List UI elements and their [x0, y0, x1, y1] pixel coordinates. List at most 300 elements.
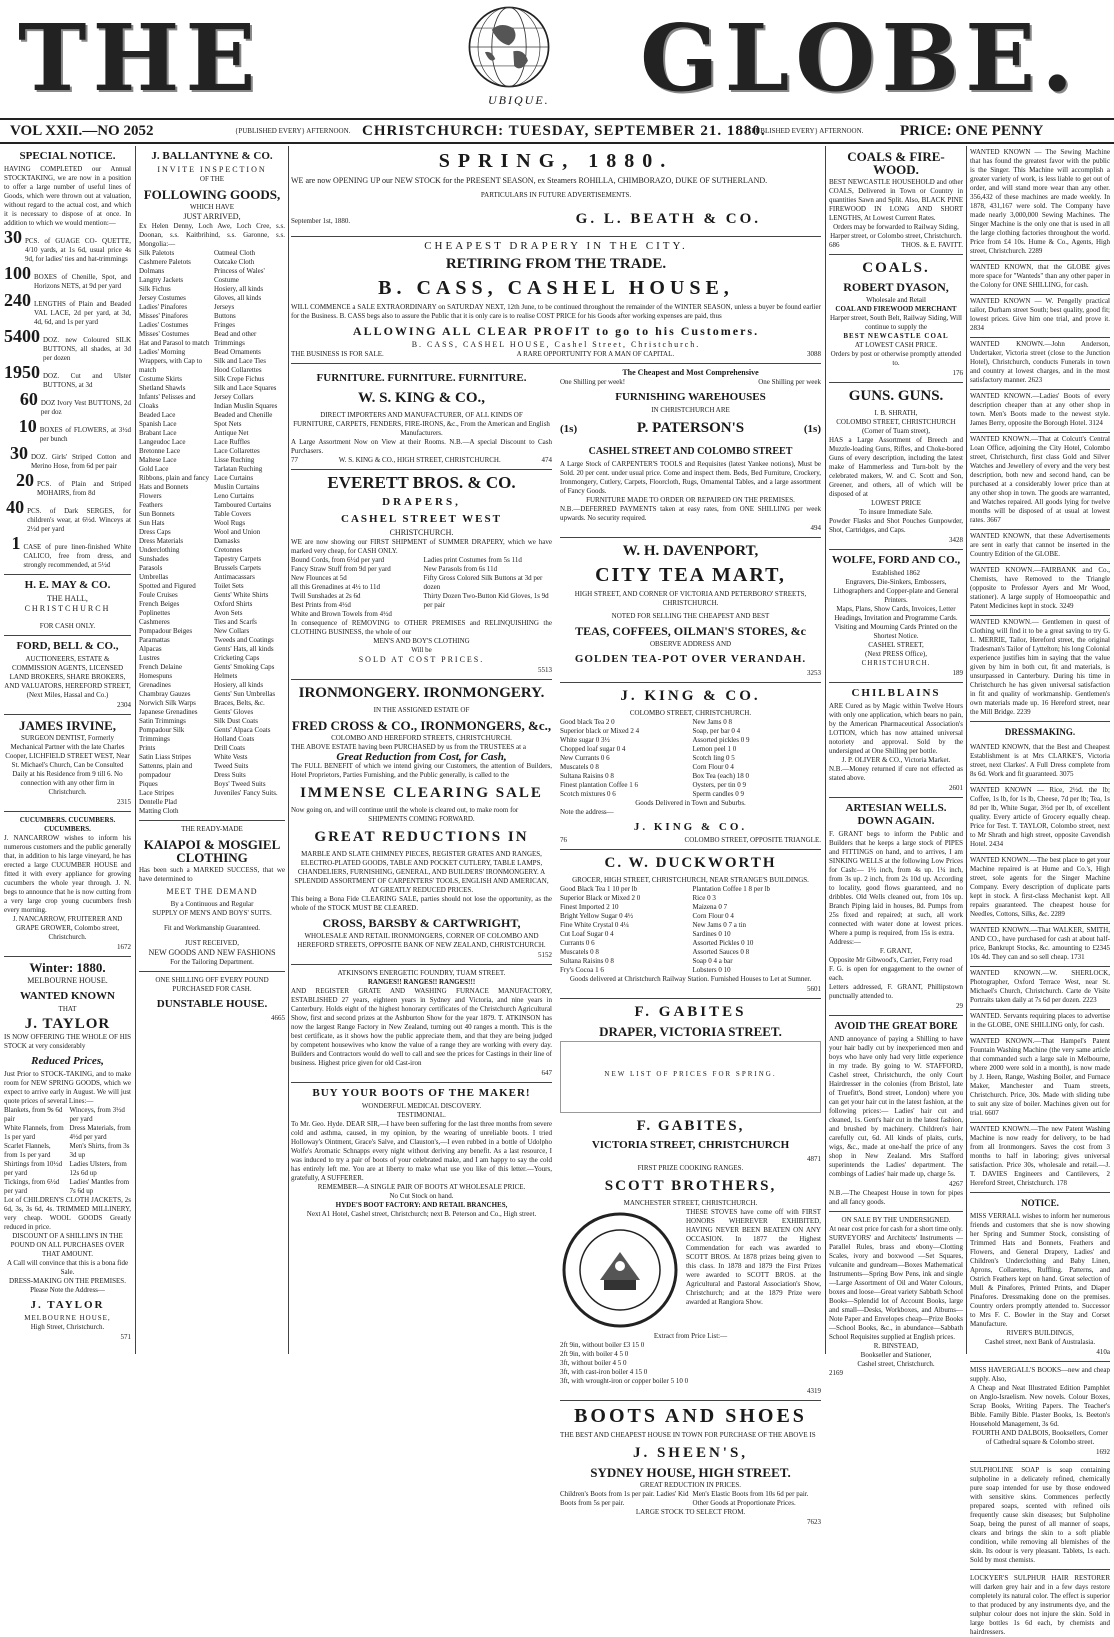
grant-open: F. G. is open for engagement to the owner of each.: [829, 965, 963, 982]
goods-item: Satin Trimmings: [139, 717, 186, 725]
divider: [4, 811, 131, 812]
ad-lead-number: 76: [560, 836, 567, 844]
item-quantity: 10: [18, 416, 37, 436]
item-quantity: 60: [19, 389, 38, 409]
paterson-row: [560, 415, 821, 441]
that: THAT: [58, 1005, 77, 1013]
price-item: Finest plantation Coffee 1 6: [560, 781, 639, 789]
price-item: White sugar 0 3½: [560, 736, 610, 744]
j-king-delivered: Goods Delivered in Town and Suburbs.: [635, 799, 746, 807]
price-item: Lemon peel 1 0: [692, 745, 737, 753]
city-tea-mart: CITY TEA MART,: [595, 564, 786, 586]
everett-item: New Parasols from 6s 11d: [423, 565, 498, 573]
goods-item: Sattenns, plain and pompadour: [139, 762, 193, 779]
coal-merchant: COAL AND FIREWOOD MERCHANT: [835, 305, 957, 313]
divider: [829, 1015, 963, 1016]
goods-item: Dress Materials: [139, 537, 184, 545]
discount: DISCOUNT OF A SHILLIN'S IN THE POUND ON ALL PURCHASES OVER THAT AMOUNT.: [10, 1232, 125, 1258]
scott-address: MANCHESTER STREET, CHRISTCHURCH.: [623, 1199, 758, 1207]
price-item: Good black Tea 2 0: [560, 718, 615, 726]
item-quantity: 100: [4, 263, 31, 283]
irvine-body: SURGEON DENTIST, Formerly Mechanical Partner with the late Charles Cooper, LICHFIELD STREET WEST, Near St. Michael's Church, Can be Consulted Daily at his Residence from 9 till 6. No connection with any other firm in Christchurch.: [5, 734, 130, 796]
goods-item: Bead and other Trimmings: [214, 330, 257, 347]
mens-clothing: MEN'S AND BOY'S CLOTHING: [373, 637, 470, 645]
may-sub: THE HALL,: [47, 594, 88, 603]
price-item: Muscatels 0 8: [560, 763, 599, 771]
item-description: CASE of pure linen-finished White CALICO, free from dress, and strongly recommended, at 5½d: [23, 543, 131, 569]
testimonial: TESTIMONIAL.: [397, 1111, 446, 1119]
goods-item: Wool and Union Damasks: [214, 528, 261, 545]
business-for-sale: THE BUSINESS IS FOR SALE.: [291, 350, 384, 358]
cucumber-heading: CUCUMBERS. CUCUMBERS. CUCUMBERS.: [19, 816, 116, 833]
item-quantity: 5400: [4, 326, 40, 346]
just-arrived: JUST ARRIVED,: [183, 212, 241, 221]
dyason-address: Harper street, South Belt, Railway Siding, Will continue to supply the: [830, 314, 962, 331]
sydney-house: SYDNEY HOUSE, HIGH STREET.: [590, 1465, 791, 1480]
j-king-prices-left: [560, 718, 689, 799]
wanted-5: [970, 390, 1110, 433]
goods-item: French Delaine: [139, 663, 182, 671]
duckworth-delivered: Goods delivered at Christchurch Railway Station. Furnished Houses to Let at Sumner.: [569, 975, 812, 983]
favitt: THOS. & E. FAVITT.: [901, 241, 963, 249]
price-item: 3ft, without boiler 4 5 0: [560, 1359, 627, 1367]
divider: [291, 363, 821, 364]
duckworth-prices: [560, 885, 821, 975]
goods-item: Beaded and Chenille Spot Nets: [214, 411, 273, 428]
fred-address: COLOMBO AND HEREFORD STREETS, CHRISTCHURCH.: [331, 734, 512, 742]
special-notice-item: [4, 264, 131, 291]
ad-lead-number: 686: [829, 241, 840, 249]
cheapest-drapery: CHEAPEST DRAPERY IN THE CITY.: [424, 240, 688, 252]
goods-item: Parasols: [139, 564, 163, 572]
j-king-address: COLOMBO STREET, CHRISTCHURCH.: [629, 709, 752, 717]
wanted-2: WANTED KNOWN, that the GLOBE gives more space for "Wanteds" than any other paper in the Colony for ONE SHILLING, for cash.: [970, 261, 1110, 295]
christchurch: CHRISTCHURCH.: [861, 659, 931, 667]
special-notice-item: [4, 390, 131, 417]
new-goods: NEW GOODS AND NEW FASHIONS: [148, 948, 276, 957]
everett-item: White and Brown Towels from 4½d: [291, 610, 392, 618]
shrath-body: HAS a Large Assortment of Breech and Muzzle-loading Guns, Rifles, and Choke-bored Guns of every description, including the latest make of Hammerless and Turn-bolt by the celebrated makers, W. and C. Scott and Son, Greener, and others, all of which will be disposed of at: [829, 436, 963, 498]
goods-item: Beaded Lace: [139, 411, 176, 419]
teas-coffees: TEAS, COFFEES, OILMAN'S STORES, &c: [575, 624, 806, 638]
ad-number: 3667: [986, 516, 1001, 524]
price-item: Tickings, from 6½d per yard: [4, 1178, 60, 1195]
ironmongery-heading: IRONMONGERY. IRONMONGERY.: [298, 685, 545, 701]
association-seal-icon: [560, 1210, 680, 1330]
rivers-buildings: RIVER'S BUILDINGS,: [1006, 1329, 1074, 1337]
shilling-row: [560, 378, 821, 387]
everett-item: Fifty Gross Colored Silk Buttons at 3d per dozen: [423, 574, 543, 591]
goods-item: Lisse Ruching: [214, 456, 255, 464]
price-item: Sperm candles 0 9: [692, 790, 745, 798]
j-king: J. KING & CO.: [620, 688, 761, 704]
goods-item: Indian Muslin Squares: [214, 402, 278, 410]
gabites-price-list: NEW LIST OF PRICES FOR SPRING.: [560, 1041, 821, 1113]
gabites: F. GABITES: [634, 1004, 747, 1020]
goods-item: Homespuns: [139, 672, 173, 680]
may-city: CHRISTCHURCH: [24, 604, 111, 613]
particulars: PARTICULARS IN FUTURE ADVERTISEMENTS.: [480, 191, 632, 199]
special-notice-item: [4, 327, 131, 363]
ad-number: 410a: [1096, 1348, 1110, 1356]
reduced-prices: Reduced Prices,: [31, 1055, 104, 1067]
sheen-body: THE BEST AND CHEAPEST HOUSE IN TOWN FOR PURCHASE OF THE ABOVE IS: [560, 1431, 816, 1439]
scott-body: THESE STOVES have come off with FIRST HONORS WHEREVER EXHIBITED, HAVING NEVER BEEN BEATEN ON ANY OCCASION. In 1877 the Highest Commendation for each was awarded to SCOTT BROS. At 1878 prizes being given to this class. In 1878 and 1879 the First Prizes were awarded to SCOTT BROS. at the Agricultural and Pastoral Association's Show, Christchurch; and at the 1879 Prize were awarded at Rangiora Show.: [686, 1208, 821, 1306]
price-item: Soap 0 4 a bar: [692, 957, 733, 965]
binstead-sub: Bookseller and Stationer,: [860, 1351, 932, 1359]
taylor-price-list: [4, 1106, 131, 1196]
goods-item: Chambray Gauzes: [139, 690, 191, 698]
item-description: PCS. of Plain and Striped MOHAIRS, from 8d: [36, 480, 131, 497]
wanted-7: WANTED KNOWN, that these Advertisements are sent in early that cannot be inserted in the Country Edition of the GLOBE.: [970, 530, 1110, 564]
goods-item: Princess of Wales' Costume: [214, 267, 265, 284]
allowing: ALLOWING ALL CLEAR PROFIT to go to his Customers.: [352, 324, 760, 338]
goods-item: Silk Fichus: [139, 285, 171, 293]
hyde-factory: HYDE'S BOOT FACTORY: AND RETAIL BRANCHES,: [335, 1201, 508, 1209]
goods-item: Tarlatan Ruching: [214, 465, 263, 473]
which-have: WHICH HAVE: [189, 203, 234, 211]
goods-item: French Beiges: [139, 600, 180, 608]
goods-item: Avon Sets: [214, 609, 243, 617]
goods-item: Tweeds and Coatings: [214, 636, 274, 644]
goods-item: Hats and Bonnets: [139, 483, 189, 491]
ad-number: 2315: [117, 798, 131, 806]
taylor-signature: J. TAYLOR: [30, 1299, 105, 1311]
ad-number: 178: [1056, 1179, 1067, 1187]
goods-item: Tweed Suits: [214, 762, 249, 770]
cross-barsby: CROSS, BARSBY & CARTWRIGHT,: [322, 916, 521, 930]
everett-item: Fancy Straw Stuff from 9d per yard: [291, 565, 391, 573]
lowest-price: LOWEST PRICE: [871, 499, 921, 507]
item-description: BOXES of FLOWERS, at 3½d per bunch: [39, 426, 131, 443]
avoid-body: AND annoyance of paying a Shilling to have your hair badly cut by inexperienced men and boys who have only had very little experience in my trade. By going to W. STAFFORD, Cashel street, Christchurch, the only Court Hairdresser in the colonies (from Bristol, late of Truefitt's, Bond street, London) where you can get your hair cut in the latest fashion, at the following prices:— Ladies' hair cut and cleaned, 1s. Gent's hair cut in the latest fashion, and brushed by machinery. Children's hair carefully cut, 6d. All kinds of plaits, curls, wigs, &c., made at one-half the price of any shop in New Zealand. Mrs Stafford superintends the Ladies' department. The combings of Ladies' hair made up, charge 5s.: [829, 1035, 963, 1178]
goods-item: Langeudoc Lace: [139, 438, 186, 446]
note-address: Please Note the Address—: [30, 1286, 105, 1294]
noted: NOTED FOR SELLING THE CHEAPEST AND BEST: [611, 612, 770, 620]
miss-verrall: MISS VERRALL wishes to inform her numerous friends and customers that she is now showing her Spring and Summer Stock, consisting of Trimmed Hats and Bonnets, Feathers and Flowers, and General Drapery, Ladies' and Children's Underclothing and Baby Linen, Aprons, Collarettes, Ruffling. Patterns, and Ostrich Feathers kept on hand. Great selection of Mull & Pinafores, Printed Prints, and Diaper Pinafores. Dressmaking done on the premises. Country orders promptly attended to. Successor to Mrs F. C. Bowler in the Stay and Corset Manufacture.: [970, 1212, 1110, 1328]
coal-body: BEST NEWCASTLE HOUSEHOLD and other COALS, Delivered in Town or Country in quantities Sawn and Split. Also, BLACK PINE FIREWOOD IN LONG AND SHORT LENGTHS, At Lowest Current Rates.: [829, 178, 963, 222]
goods-item: Jerseys: [214, 303, 235, 311]
powder: Powder Flasks and Shot Pouches Gunpowder, Shot, Cartridges, and Caps.: [829, 517, 963, 534]
price-item: Scotch mixtures 0 6: [560, 790, 616, 798]
goods-item: Dress Caps: [139, 528, 171, 536]
ad-lead-number: 77: [291, 456, 298, 464]
taylor-address: MELBOURNE HOUSE,: [24, 1314, 111, 1322]
everett-body: WE are now showing our FIRST SHIPMENT of SUMMER DRAPERY, which we have marked very cheap, for CASH ONLY.: [291, 538, 552, 555]
duckworth-prices-left: [560, 885, 689, 975]
sheen-prices-left: Children's Boots from 1s per pair. Ladies' Kid Boots from 5s per pair.: [560, 1490, 689, 1507]
taylor-tail: Lot of CHILDREN'S CLOTH JACKETS, 2s 6d, 3s, 3s 6d, 4s. TRIMMED MILLINERY, very cheap. WOOL GOODS Greatly reduced in price.: [4, 1196, 131, 1231]
goods-item: Japanese Grenadines: [139, 708, 198, 716]
divider: [291, 469, 552, 470]
ad-number: 494: [810, 524, 821, 532]
ad-number: 6607: [984, 1109, 999, 1117]
ad-number: 2834: [970, 324, 984, 332]
column-rule: [966, 146, 967, 1354]
wanted-9: [970, 616, 1110, 722]
christchurch: CHRISTCHURCH.: [389, 528, 454, 537]
divider: [4, 714, 131, 715]
goods-item: Buttons: [214, 312, 236, 320]
lowest-cash: AT LOWEST CASH PRICE.: [854, 341, 938, 349]
divider: [560, 998, 821, 999]
j-king-prices-right: [693, 718, 822, 799]
first-prize: FIRST PRIZE COOKING RANGES.: [637, 1164, 744, 1172]
ad-number: 2289: [1050, 910, 1065, 918]
divider: [4, 574, 131, 575]
to-insure: To insure Immediate Sale.: [859, 508, 933, 516]
goods-item: Gold Lace: [139, 465, 169, 473]
goods-item: Matting Cloth: [139, 807, 179, 815]
goods-item: Infants' Pelisses and Cloaks: [139, 393, 196, 410]
visiting: Visiting and Mourning Cards Printed on the Shortest Notice.: [834, 623, 958, 640]
goods-item: Hosiery, all kinds: [214, 681, 264, 689]
two-column-section: [291, 368, 821, 1527]
goods-item: Gents' White Shirts: [214, 591, 269, 599]
near-cost: At near cost price for cash for a short time only.: [829, 1225, 963, 1233]
goods-item: Langtry Jackets: [139, 276, 184, 284]
ad-number: 647: [541, 1069, 552, 1077]
may-cash: FOR CASH ONLY.: [39, 622, 96, 630]
divider: [4, 956, 131, 957]
ad-number: 5513: [538, 666, 552, 674]
grant-address: Opposite Mr Gibwood's, Carrier, Ferry road: [829, 956, 953, 964]
scott-brothers: SCOTT BROTHERS,: [604, 1178, 777, 1194]
goods-item: Tapestry Carpets: [214, 555, 262, 563]
dyason-orders: Orders by post or otherwise promptly attended to.: [830, 350, 962, 367]
next-press: (Next PRESS Office),: [865, 650, 927, 658]
goods-item: Cricketing Caps: [214, 654, 260, 662]
price-item: Box Tea (each) 18 0: [692, 772, 750, 780]
divider: [829, 1211, 963, 1212]
taylor-body-2: Just Prior to STOCK-TAKING, and to make room for NEW SPRING GOODS, which we expect to arrive early in August. We will just quote prices of several Lines:—: [4, 1070, 131, 1105]
goods-item: New Collars: [214, 627, 250, 635]
wanted-17-text: WANTED KNOWN.—The new Patent Washing Machine is now ready for delivery, to be had from all Ironmongers. Saves the cost from 3 months to half in laboring; gives universal satisfaction. Price 30s, wholesale and retail.—J. T. DAVIES Engineers and Cantilevers, 2 Hereford Street, Christchurch.: [970, 1125, 1110, 1187]
price-item: 3ft, with wrought-iron or copper boiler 5 10 0: [560, 1377, 689, 1385]
ad-number: 2434: [989, 840, 1004, 848]
made-to-order: FURNITURE MADE TO ORDER OR REPAIRED ON THE PREMISES.: [586, 496, 795, 504]
king-footer: [291, 456, 552, 465]
price-item: Assorted Pickles 0 10: [692, 939, 754, 947]
column-4: [829, 146, 963, 1377]
wanted-9-text: WANTED KNOWN.— Gentlemen in quest of Clothing will find it to be a great saving to try G. L. MERRIE, Tailor, Hereford street, the original Tradesman's Tailor of Lyttelton; his long Colonial experience justifies him in saying that the value given by him in both cut, fit and materials, is unsurpassed in Canterbury. During his time in Christchurch he has given universal satisfaction in fit and quality of workmanship. Gentlemen's own materials made up. 16 Hereford street, near the Mill Bridge.: [970, 618, 1110, 716]
winter-heading: Winter: 1880.: [29, 960, 106, 975]
dressmaking: DRESS-MAKING ON THE PREMISES.: [9, 1277, 126, 1285]
goods-item: Hood Collarettes: [214, 366, 262, 374]
goods-item: Pompadour Silk Trimmings: [139, 726, 185, 743]
sheen-prices-right: Men's Elastic Boots from 10s 6d per pair. Other Goods at Proportionate Prices.: [692, 1490, 809, 1507]
goods-item: Oxford Shirts: [214, 600, 253, 608]
item-description: DOZ. Girls' Striped Cotton and Merino Hose, from 6d per pair: [30, 453, 131, 470]
price-item: Corn Flour 0 4: [692, 763, 734, 771]
goods-item: Silk Crepe Fichus: [214, 375, 265, 383]
chilblains: CHILBLAINS: [851, 687, 941, 699]
atkinson: ATKINSON'S ENERGETIC FOUNDRY, TUAM STREET.: [337, 969, 506, 977]
goods-item: Gents' Sun Umbrellas: [214, 690, 276, 698]
wanted-10-text: WANTED KNOWN, that the Best and Cheapest Establishment is at Mrs CLARKE'S, Victoria street, next Clarkes'. A Full Dress complete from 8s 6d. Work and fit guaranteed.: [970, 743, 1110, 778]
wanted-11: [970, 784, 1110, 854]
goods-item: Antimacassars: [214, 573, 255, 581]
goods-item: Oatmeal Cloth: [214, 249, 256, 257]
goods-item: Underclothing: [139, 546, 180, 554]
grant-letters: Letters addressed, F. GRANT, Phillipstown punctually attended to.: [829, 983, 963, 1000]
address-label: Address:—: [829, 938, 861, 946]
havergall-body: A Cheap and Neat Illustrated Edition Pamphlet on Anglo-Israelism. New novels. Colour Boxes, Scrap Books, Writing Papers. The Teacher's Bible. Family Bible. Plaster Books, 1s. Beeton's Household Management, 3s 6d.: [970, 1384, 1110, 1428]
on-sale: ON SALE BY THE UNDERSIGNED.: [841, 1216, 951, 1224]
dressmaking-heading: DRESSMAKING.: [1004, 727, 1076, 737]
ad-number: 2289: [1028, 247, 1043, 255]
goods-item: Dentelle Plad: [139, 798, 177, 806]
goods-item: Jersey Costumes: [139, 294, 186, 302]
irvine-name: JAMES IRVINE,: [18, 718, 117, 733]
drapers: DRAPERS,: [382, 496, 461, 508]
wanted-known: WANTED KNOWN: [19, 990, 116, 1002]
goods-item: Bead Ornaments: [214, 348, 261, 356]
coal-orders: Orders may be forwarded to Railway Siding, Harper street, or Colombo street, Christchurch.: [830, 223, 962, 240]
goods-item: Lace Collarettes: [214, 447, 260, 455]
price-item: Soap, per bar 0 4: [692, 727, 741, 735]
everett-name: EVERETT BROS. & CO.: [327, 473, 516, 492]
wanted-16: [970, 1035, 1110, 1123]
goods-item: Prints: [139, 744, 156, 752]
golden-teapot: GOLDEN TEA-POT OVER VERANDAH.: [574, 653, 807, 665]
ford-name: FORD, BELL & CO.,: [16, 640, 119, 652]
cass-signature: B. CASS, CASHEL HOUSE, Cashel Street, Christchurch.: [411, 340, 701, 349]
paterson-address: CASHEL STREET AND COLOMBO STREET: [588, 446, 793, 457]
wanted-1-text: WANTED KNOWN — The Sewing Machine that has found the greatest favor with the public is the Singer. This Machine will accomplish a greater variety of work, is less liable to get out of order, and will stand more wear than any other. 356,432 of these machines are made weekly. In 1878, 431,167 were sold. The Company have made nearly 3,000,000 Sewing Machines. The Singer Machine is the only one that is used in all the large clothing factories throughout the world. Price from £4 10s. Hume & Co., Agents, High street, Christchurch.: [970, 148, 1110, 255]
item-description: PCS. of Dark SERGES, for children's wear, at 6½d. Winceys at 2½d per yard: [27, 507, 131, 533]
bona-fide: This being a Bona Fide CLEARING SALE, parties should not lose the opportunity, as the whole of the STOCK MUST BE CLEARED.: [291, 895, 552, 912]
meet-demand: MEET THE DEMAND: [166, 887, 258, 896]
paterson-name: P. PATERSON'S: [636, 420, 745, 436]
wanted-13-text: WANTED KNOWN.—That WALKER, SMITH, AND CO., have purchased for cash at about half-price, Bankrupt Stocks, &c. amounting to £2345 10s 4d. They can and so sell cheap.: [970, 926, 1110, 961]
price-item: Fine White Crystal 0 4¼: [560, 921, 629, 929]
king-body: A Large Assortment Now on View at their Rooms. N.B.—A special Discount to Cash Purchasers.: [291, 438, 552, 455]
j-king-note: Note the address—: [560, 808, 614, 816]
price-item: Sardines 0 10: [692, 930, 731, 938]
masthead-title-left: THE: [18, 4, 262, 112]
goods-item: Feathers: [139, 501, 163, 509]
everett-list-left: [291, 556, 420, 619]
volume-number: VOL XXII.—NO 2052: [10, 122, 154, 139]
gabites-2: F. GABITES,: [636, 1118, 745, 1134]
rare-opportunity: A RARE OPPORTUNITY FOR A MAN OF CAPITAL.: [516, 350, 675, 358]
column-3-left: [291, 368, 552, 1527]
hyde-letter: To Mr. Geo. Hyde. DEAR SIR,—I have been suffering for the last three months from severe cold and asthma, caused, in my opinion, by the wearing of unreliable boots. I tried Holloway's Ointment, Grace's Salve, and Clauston's,—I even rubbed in a bottle of Udolpho Wolfe's Aromatic Schnapps every night without deriving any benefit. As a last resource, I was induced to try a pair of boots of your celebrated make, and I am happy to say the cold has entirely left me. You are at liberty to make what use you like of this letter.—Yours, gratefully, A SUFFERER.: [291, 1120, 552, 1182]
special-notice-item: [4, 363, 131, 390]
beath-signature-row: [291, 206, 821, 232]
special-notice-list: [4, 228, 131, 570]
goods-item: Cashmeres: [139, 618, 170, 626]
goods-item: Silk and Lace Squares: [214, 384, 277, 392]
everett-item: all this Grenadines at 4½ to 11d: [291, 583, 380, 591]
goods-item: Dolmans: [139, 267, 165, 275]
deferred: N.B.—DEFERRED PAYMENTS taken at easy rates, from ONE SHILLING per week upwards. No security required.: [560, 505, 821, 522]
item-quantity: 30: [4, 227, 22, 247]
coals-firewood: COALS & FIRE-WOOD.: [847, 149, 945, 177]
divider: [829, 797, 963, 798]
goods-item: Shetland Shawls: [139, 384, 186, 392]
divider: [829, 682, 963, 683]
following-goods: FOLLOWING GOODS,: [143, 187, 281, 202]
everett-item: Bound Cords, from 6½d per yard: [291, 556, 385, 564]
ad-number: 2601: [949, 784, 963, 792]
item-description: PCS. of GUAGE CO- QUETTE, 4/10 yards, at 1s 6d, usual price 4s 9d, for ladies' ties and hat-trimmings: [25, 237, 131, 263]
wanted-12: [970, 854, 1110, 924]
supply: SUPPLY OF MEN'S AND BOYS' SUITS.: [152, 909, 272, 917]
king-goods: FURNITURE, CARPETS, FENDERS, FIRE-IRONS, &c., From the American and English Manufacturers.: [293, 420, 550, 437]
everett-item: Twill Sunshades at 2s 6d: [291, 592, 361, 600]
shilling-off: ONE SHILLING OFF EVERY POUND PURCHASED FOR CASH.: [155, 976, 269, 993]
column-rule: [135, 146, 136, 1354]
ad-number: 4871: [807, 1155, 821, 1163]
j-king-prices: [560, 718, 821, 799]
goods-item: Gloves, all kinds: [214, 294, 262, 302]
furnishing-warehouses: FURNISHING WAREHOUSES: [615, 391, 766, 403]
price-item: 2ft 9in, without boiler £3 15 0: [560, 1341, 645, 1349]
assigned-estate: IN THE ASSIGNED ESTATE OF: [373, 706, 470, 714]
great-reductions: GREAT REDUCTIONS IN: [314, 829, 529, 845]
divider: [560, 849, 821, 850]
scott-prices: [560, 1341, 821, 1386]
column-rule: [825, 146, 826, 1354]
dyason: ROBERT DYASON,: [843, 280, 949, 294]
spring-heading: SPRING, 1880.: [438, 150, 674, 172]
goods-item: Lace Curtains: [214, 474, 254, 482]
goods-item: Dress Suits: [214, 771, 246, 779]
price-item: Muscatels 0 8: [560, 948, 599, 956]
cucumber-body: J. NANCARROW wishes to inform his numerous customers and the public generally that, in addition to his large vineyard, he has erected a large CUCUMBER HOUSE and fitted it with every appliance for growing cucumbers the whole year through. J. N. begs to announce that he is now cutting from a very large crop young cucumbers fresh every morning.: [4, 834, 131, 914]
price-list-right: [70, 1106, 132, 1196]
goods-item: Helmets: [214, 672, 238, 680]
goods-item: Ladies' Morning Wrappers, with Cap to match: [139, 348, 203, 374]
ad-number: 2304: [117, 701, 131, 709]
goods-item: Boys' Tweed Suits: [214, 780, 266, 788]
price-item: Superior Black or Mixed 2 0: [560, 894, 641, 902]
continuous: By a Continuous and Regular: [170, 900, 254, 908]
special-notice-item: [4, 417, 131, 444]
wanted-3: [970, 295, 1110, 338]
shrath: I. B. SHRATH,: [874, 409, 918, 417]
favitt-row: [829, 241, 963, 250]
price-item: Fry's Cocoa 1 6: [560, 966, 604, 974]
cashel-street: CASHEL STREET,: [868, 641, 924, 649]
ad-number: 2223: [1082, 996, 1097, 1004]
ships: Ex Helen Denny, Loch Awe, Loch Cree, s.s. Doonan, s.s. Kaitbrihind, s.s. Garonne, s.s. Mongolia:—: [139, 222, 285, 248]
ford-body: AUCTIONEERS, ESTATE & COMMISSION AGENTS, LICENSED LAND BROKERS, SHARE BROKERS, AND VALUATORS, HEREFORD STREET, (Next Miles, Hassal and Co.): [4, 655, 131, 699]
j-king-footer: [560, 836, 821, 845]
price-item: Men's Shirts, from 3s 3d up: [69, 1142, 130, 1159]
goods-item: Lace Ruffles: [214, 438, 250, 446]
cross-body: WHOLESALE AND RETAIL IRONMONGERS, CORNER OF COLOMBO AND HEREFORD STREETS, OPPOSITE BANK OF NEW ZEALAND, CHRISTCHURCH.: [297, 932, 546, 949]
ad-number: 571: [120, 1333, 131, 1341]
special-notice-item: [4, 228, 131, 264]
ad-number: 2239: [1016, 708, 1031, 716]
ad-number: 29: [956, 1002, 963, 1010]
price-item: Dress Materials, from 4½d per yard: [69, 1124, 131, 1141]
published-note-left: {PUBLISHED EVERY} AFTERNOON.: [235, 126, 351, 135]
ad-number: 1672: [117, 943, 131, 951]
will-be: Will be: [411, 646, 432, 654]
column-5: [970, 146, 1110, 1636]
column-rule: [288, 146, 289, 1354]
special-notice-item: [4, 291, 131, 327]
divider: [829, 254, 963, 255]
column-1: [4, 146, 131, 1354]
avoid-bore: AVOID THE GREAT BORE: [834, 1021, 958, 1032]
goods-item: Alpacas: [139, 645, 162, 653]
artesian: ARTESIAN WELLS. DOWN AGAIN.: [845, 802, 947, 827]
